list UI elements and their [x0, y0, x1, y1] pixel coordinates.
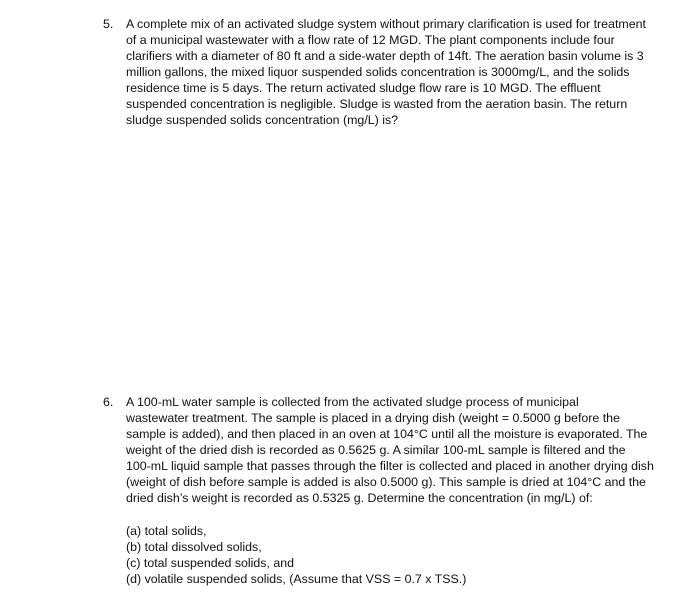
problem-6-part-b: (b) total dissolved solids, — [126, 540, 262, 554]
problem-6-part-d: (d) volatile suspended solids, (Assume that VSS = 0.7 x TSS.) — [126, 572, 467, 586]
problem-5-number: 5. — [103, 17, 114, 31]
problem-6-line-5: 100-mL liquid sample that passes through the filter is collected and placed in another drying dish — [126, 459, 654, 473]
problem-5-line-5: residence time is 5 days. The return activated sludge flow rare is 10 MGD. The effluent — [126, 81, 601, 95]
problem-5-line-7: sludge suspended solids concentration (mg/L) is? — [126, 113, 399, 127]
problem-6-number: 6. — [103, 395, 114, 409]
problem-6-line-7: dried dish’s weight is recorded as 0.5325 g. Determine the concentration (in mg/L) of: — [126, 491, 593, 505]
problem-6-line-4: weight of the dried dish is recorded as 0.5625 g. A similar 100-mL sample is filtered and the — [126, 443, 626, 457]
problem-6-line-2: wastewater treatment. The sample is placed in a drying dish (weight = 0.5000 g before the — [126, 411, 620, 425]
problem-6-part-c: (c) total suspended solids, and — [126, 556, 295, 570]
problem-5-line-4: million gallons, the mixed liquor suspended solids concentration is 3000mg/L, and the solids — [126, 65, 630, 79]
problem-6-line-1: A 100-mL water sample is collected from the activated sludge process of municipal — [126, 395, 579, 409]
problem-5-line-3: clarifiers with a diameter of 80 ft and a side-water depth of 14ft. The aeration basin volume is 3 — [126, 49, 644, 63]
problem-5-line-6: suspended concentration is negligible. Sludge is wasted from the aeration basin. The return — [126, 97, 628, 111]
problem-6-part-a: (a) total solids, — [126, 524, 207, 538]
problem-5-line-1: A complete mix of an activated sludge system without primary clarification is used for treatment — [126, 17, 646, 31]
problem-6-line-3: sample is added), and then placed in an oven at 104°C until all the moisture is evaporated. The — [126, 427, 648, 441]
problem-6-line-6: (weight of dish before sample is added is also 0.5000 g). This sample is dried at 104°C and the — [126, 475, 646, 489]
problem-5-line-2: of a municipal wastewater with a flow rate of 12 MGD. The plant components include four — [126, 33, 615, 47]
